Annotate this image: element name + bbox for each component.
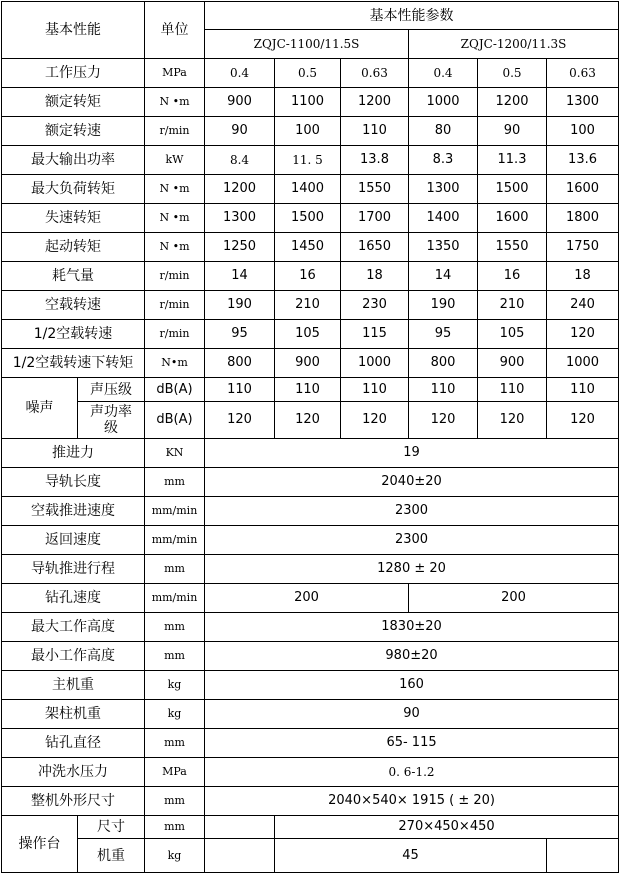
- table-row: [2, 175, 619, 204]
- cell-value: 1750: [547, 233, 619, 262]
- table-row: [2, 526, 619, 555]
- table-row: [2, 402, 619, 439]
- cell-value: 0.63: [341, 59, 409, 88]
- row-unit: kg: [145, 839, 205, 873]
- cell-value: 1300: [547, 88, 619, 117]
- cell-value: 1200: [341, 88, 409, 117]
- cell-value: 1300: [205, 204, 275, 233]
- table-row: [2, 816, 619, 839]
- cell-value: 1000: [341, 349, 409, 378]
- table-row: [2, 758, 619, 787]
- model-1: ZQJC-1100/11.5S: [205, 30, 409, 59]
- cell-value: 90: [478, 117, 547, 146]
- row-label: 最小工作高度: [2, 642, 145, 671]
- row-sublabel: 声压级: [78, 378, 145, 402]
- row-label: 整机外形尺寸: [2, 787, 145, 816]
- cell-value: 160: [205, 671, 619, 700]
- cell-value: 980±20: [205, 642, 619, 671]
- row-label: 空载转速: [2, 291, 145, 320]
- row-unit: dB(A): [145, 402, 205, 439]
- cell-value: 0. 6-1.2: [205, 758, 619, 787]
- table-row: [2, 584, 619, 613]
- row-unit: mm: [145, 555, 205, 584]
- row-label: 返回速度: [2, 526, 145, 555]
- cell-value: 110: [205, 378, 275, 402]
- noise-label: 噪声: [2, 378, 78, 439]
- table-row: [2, 146, 619, 175]
- table-row: [2, 349, 619, 378]
- row-label: 耗气量: [2, 262, 145, 291]
- cell-value: 105: [478, 320, 547, 349]
- cell-value: 2300: [205, 526, 619, 555]
- cell-value: 100: [275, 117, 341, 146]
- cell-value: 11. 5: [275, 146, 341, 175]
- header-property: 基本性能: [2, 2, 145, 59]
- cell-value: 800: [409, 349, 478, 378]
- cell-value: 16: [478, 262, 547, 291]
- cell-value: 8.4: [205, 146, 275, 175]
- cell-value: 120: [275, 402, 341, 439]
- cell-value: 120: [547, 402, 619, 439]
- cell-value: 210: [275, 291, 341, 320]
- table-row: [2, 787, 619, 816]
- table-row: [2, 233, 619, 262]
- cell-value: 1100: [275, 88, 341, 117]
- table-row: [2, 262, 619, 291]
- row-label: 额定转矩: [2, 88, 145, 117]
- cell-value: 120: [341, 402, 409, 439]
- row-label: 额定转速: [2, 117, 145, 146]
- cell-value: 2300: [205, 497, 619, 526]
- table-row: [2, 378, 619, 402]
- cell-value: 230: [341, 291, 409, 320]
- cell-value: 14: [205, 262, 275, 291]
- model-2: ZQJC-1200/11.3S: [409, 30, 619, 59]
- cell-value: 190: [409, 291, 478, 320]
- cell-value: 1250: [205, 233, 275, 262]
- cell-value: 800: [205, 349, 275, 378]
- row-unit: mm: [145, 787, 205, 816]
- empty-cell: [205, 839, 275, 873]
- table-row: [2, 59, 619, 88]
- table-row: [2, 497, 619, 526]
- row-unit: KN: [145, 439, 205, 468]
- cell-value: 900: [205, 88, 275, 117]
- empty-cell: [205, 816, 275, 839]
- row-unit: kg: [145, 700, 205, 729]
- row-unit: mm/min: [145, 497, 205, 526]
- row-sublabel: 机重: [78, 839, 145, 873]
- empty-cell: [547, 839, 619, 873]
- row-label: 1/2空载转速下转矩: [2, 349, 145, 378]
- cell-value: 200: [205, 584, 409, 613]
- row-unit: kW: [145, 146, 205, 175]
- cell-value: 0.63: [547, 59, 619, 88]
- table-row: [2, 671, 619, 700]
- cell-value: 120: [409, 402, 478, 439]
- row-unit: dB(A): [145, 378, 205, 402]
- cell-value: 1550: [341, 175, 409, 204]
- cell-value: 0.5: [478, 59, 547, 88]
- cell-value: 80: [409, 117, 478, 146]
- cell-value: 13.8: [341, 146, 409, 175]
- cell-value: 0.4: [205, 59, 275, 88]
- cell-value: 100: [547, 117, 619, 146]
- row-label: 最大工作高度: [2, 613, 145, 642]
- cell-value: 2040×540× 1915 ( ± 20): [205, 787, 619, 816]
- cell-value: 120: [205, 402, 275, 439]
- cell-value: 110: [547, 378, 619, 402]
- cell-value: 1000: [409, 88, 478, 117]
- cell-value: 18: [341, 262, 409, 291]
- row-unit: N •m: [145, 204, 205, 233]
- table-row: [2, 468, 619, 497]
- row-label: 最大输出功率: [2, 146, 145, 175]
- row-label: 工作压力: [2, 59, 145, 88]
- table-row: [2, 88, 619, 117]
- row-sublabel: 尺寸: [78, 816, 145, 839]
- row-label: 钻孔速度: [2, 584, 145, 613]
- row-unit: r/min: [145, 291, 205, 320]
- cell-value: 45: [275, 839, 547, 873]
- cell-value: 1400: [409, 204, 478, 233]
- cell-value: 1400: [275, 175, 341, 204]
- row-unit: r/min: [145, 320, 205, 349]
- cell-value: 115: [341, 320, 409, 349]
- row-label: 起动转矩: [2, 233, 145, 262]
- table-row: [2, 291, 619, 320]
- cell-value: 1500: [275, 204, 341, 233]
- row-unit: mm: [145, 468, 205, 497]
- cell-value: 1650: [341, 233, 409, 262]
- cell-value: 19: [205, 439, 619, 468]
- cell-value: 16: [275, 262, 341, 291]
- row-label: 推进力: [2, 439, 145, 468]
- row-unit: r/min: [145, 117, 205, 146]
- cell-value: 1700: [341, 204, 409, 233]
- cell-value: 90: [205, 117, 275, 146]
- row-label: 导轨推进行程: [2, 555, 145, 584]
- cell-value: 0.5: [275, 59, 341, 88]
- table-row: [2, 204, 619, 233]
- row-label: 导轨长度: [2, 468, 145, 497]
- cell-value: 18: [547, 262, 619, 291]
- cell-value: 1280 ± 20: [205, 555, 619, 584]
- cell-value: 900: [478, 349, 547, 378]
- table-row: [2, 613, 619, 642]
- row-unit: MPa: [145, 758, 205, 787]
- cell-value: 90: [205, 700, 619, 729]
- row-unit: mm: [145, 816, 205, 839]
- cell-value: 14: [409, 262, 478, 291]
- row-label: 钻孔直径: [2, 729, 145, 758]
- cell-value: 1350: [409, 233, 478, 262]
- cell-value: 1450: [275, 233, 341, 262]
- cell-value: 1500: [478, 175, 547, 204]
- row-label: 最大负荷转矩: [2, 175, 145, 204]
- cell-value: 190: [205, 291, 275, 320]
- row-unit: mm/min: [145, 584, 205, 613]
- cell-value: 900: [275, 349, 341, 378]
- row-unit: N •m: [145, 233, 205, 262]
- cell-value: 1830±20: [205, 613, 619, 642]
- table-row: [2, 117, 619, 146]
- cell-value: 8.3: [409, 146, 478, 175]
- table-row: [2, 320, 619, 349]
- row-label: 主机重: [2, 671, 145, 700]
- cell-value: 1800: [547, 204, 619, 233]
- cell-value: 105: [275, 320, 341, 349]
- cell-value: 120: [547, 320, 619, 349]
- console-label: 操作台: [2, 816, 78, 873]
- cell-value: 110: [478, 378, 547, 402]
- cell-value: 95: [205, 320, 275, 349]
- table-row: [2, 642, 619, 671]
- cell-value: 110: [341, 378, 409, 402]
- row-unit: N•m: [145, 349, 205, 378]
- row-label: 1/2空载转速: [2, 320, 145, 349]
- row-unit: r/min: [145, 262, 205, 291]
- row-label: 冲洗水压力: [2, 758, 145, 787]
- table-row: [2, 555, 619, 584]
- cell-value: 65- 115: [205, 729, 619, 758]
- cell-value: 1200: [205, 175, 275, 204]
- cell-value: 110: [275, 378, 341, 402]
- cell-value: 1600: [478, 204, 547, 233]
- row-unit: kg: [145, 671, 205, 700]
- header-params: 基本性能参数: [205, 2, 619, 30]
- cell-value: 1550: [478, 233, 547, 262]
- table-row: [2, 439, 619, 468]
- cell-value: 1300: [409, 175, 478, 204]
- row-label: 架柱机重: [2, 700, 145, 729]
- cell-value: 240: [547, 291, 619, 320]
- header-unit: 单位: [145, 2, 205, 59]
- cell-value: 11.3: [478, 146, 547, 175]
- row-unit: MPa: [145, 59, 205, 88]
- cell-value: 1600: [547, 175, 619, 204]
- row-unit: N •m: [145, 88, 205, 117]
- cell-value: 0.4: [409, 59, 478, 88]
- row-unit: mm: [145, 729, 205, 758]
- cell-value: 200: [409, 584, 619, 613]
- cell-value: 120: [478, 402, 547, 439]
- cell-value: 2040±20: [205, 468, 619, 497]
- row-unit: N •m: [145, 175, 205, 204]
- cell-value: 95: [409, 320, 478, 349]
- cell-value: 1000: [547, 349, 619, 378]
- cell-value: 210: [478, 291, 547, 320]
- table-row: [2, 839, 619, 873]
- row-unit: mm/min: [145, 526, 205, 555]
- spec-table: [1, 1, 619, 873]
- cell-value: 110: [341, 117, 409, 146]
- table-row: [2, 729, 619, 758]
- row-sublabel: 声功率级: [78, 402, 145, 439]
- table-row: [2, 700, 619, 729]
- cell-value: 270×450×450: [275, 816, 619, 839]
- cell-value: 13.6: [547, 146, 619, 175]
- row-label: 失速转矩: [2, 204, 145, 233]
- row-unit: mm: [145, 642, 205, 671]
- cell-value: 1200: [478, 88, 547, 117]
- cell-value: 110: [409, 378, 478, 402]
- row-unit: mm: [145, 613, 205, 642]
- row-label: 空载推进速度: [2, 497, 145, 526]
